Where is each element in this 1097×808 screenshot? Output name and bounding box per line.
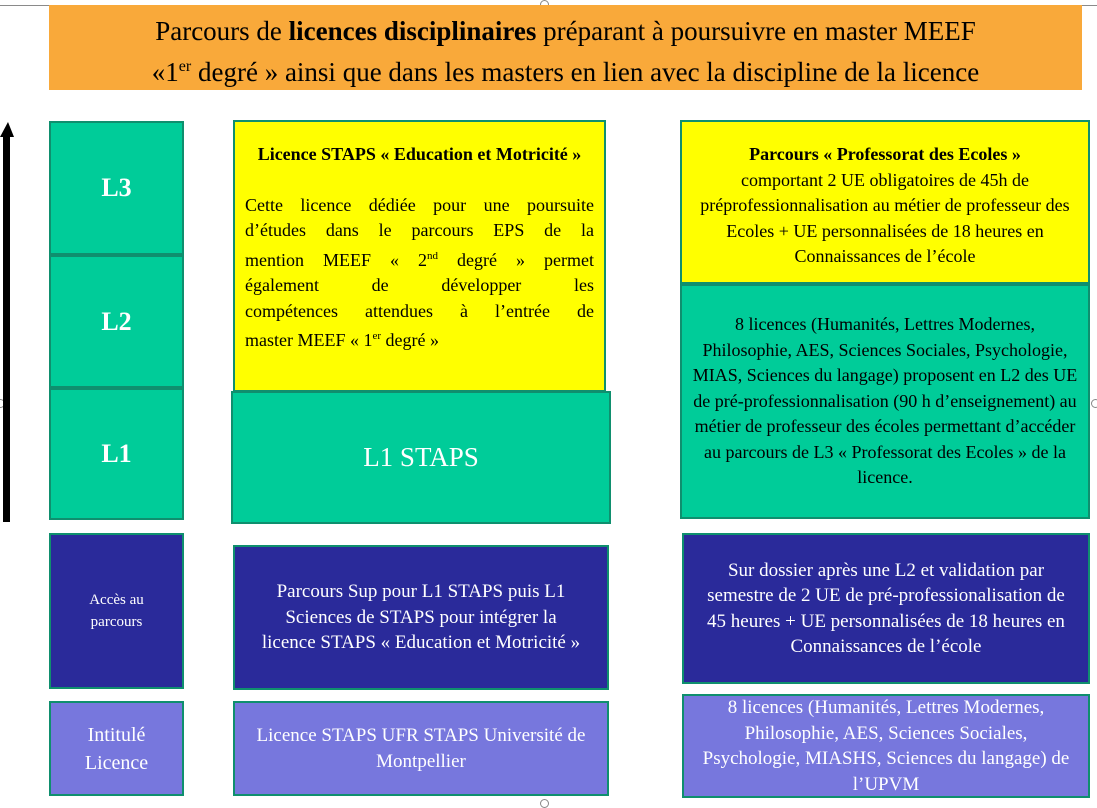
staps-intitule-box: Licence STAPS UFR STAPS Université de Montpellier	[233, 701, 609, 796]
pe-heading: Parcours « Professorat des Ecoles »	[749, 144, 1021, 164]
staps-desc-line: également de développer les	[245, 275, 594, 295]
level-l3: L3	[49, 121, 184, 255]
level-l1: L1	[49, 388, 184, 520]
staps-desc-line: master MEEF « 1er degré »	[245, 330, 440, 350]
progression-arrow-icon	[0, 112, 16, 522]
level-l2: L2	[49, 255, 184, 388]
staps-l2-l3-box	[233, 120, 606, 392]
staps-desc-line: compétences attendues à l’entrée de	[245, 300, 594, 321]
row-label-acces: Accès au parcours	[49, 533, 184, 689]
pe-desc: comportant 2 UE obligatoires de 45h de préprofessionnalisation au métier de professeur des Ecoles + UE personnalisées de 18 heures en Connaissances de l’école	[700, 169, 1070, 266]
staps-l1-box: L1 STAPS	[231, 391, 611, 524]
staps-desc-line: mention MEEF « 2nd degré » permet	[245, 249, 595, 270]
pe-intitule-box: 8 licences (Humanités, Lettres Modernes, Philosophie, AES, Sciences Sociales, Psychologie, MIASHS, Sciences du langage) de l’UPVM	[682, 694, 1090, 798]
staps-acces-box: Parcours Sup pour L1 STAPS puis L1 Sciences de STAPS pour intégrer la licence STAPS « Education et Motricité »	[233, 545, 609, 690]
title-line-1: Parcours de licences disciplinaires préparant à poursuivre en master MEEF	[155, 16, 976, 46]
pe-acces-box: Sur dossier après une L2 et validation par semestre de 2 UE de pré-professionalisation de 45 heures + UE personnalisées de 18 heures en Connaissances de l’école	[682, 533, 1090, 684]
pe-l3-box	[680, 120, 1090, 284]
selection-handle-right[interactable]	[1091, 399, 1097, 408]
title-line-2: «1er degré » ainsi que dans les masters en lien avec la discipline de la licence	[151, 57, 980, 87]
diagram-title	[49, 5, 1082, 90]
row-label-intitule: Intitulé Licence	[49, 701, 184, 796]
selection-handle-bottom[interactable]	[540, 799, 549, 808]
staps-desc-line: d’études dans le parcours EPS de la	[245, 220, 594, 240]
pe-l1-l2-box: 8 licences (Humanités, Lettres Modernes, Philosophie, AES, Sciences Sociales, Psychologie, MIAS, Sciences du langage) proposent en L2 des UE de pré-professionnalisation (90 h d’enseignement) au métier de professeur des écoles permettant d’accéder au parcours de L3 « Professorat des Ecoles » de la licence.	[680, 284, 1090, 519]
staps-heading: Licence STAPS « Education et Motricité »	[257, 144, 582, 164]
staps-desc-line: Cette licence dédiée pour une poursuite	[245, 194, 594, 215]
